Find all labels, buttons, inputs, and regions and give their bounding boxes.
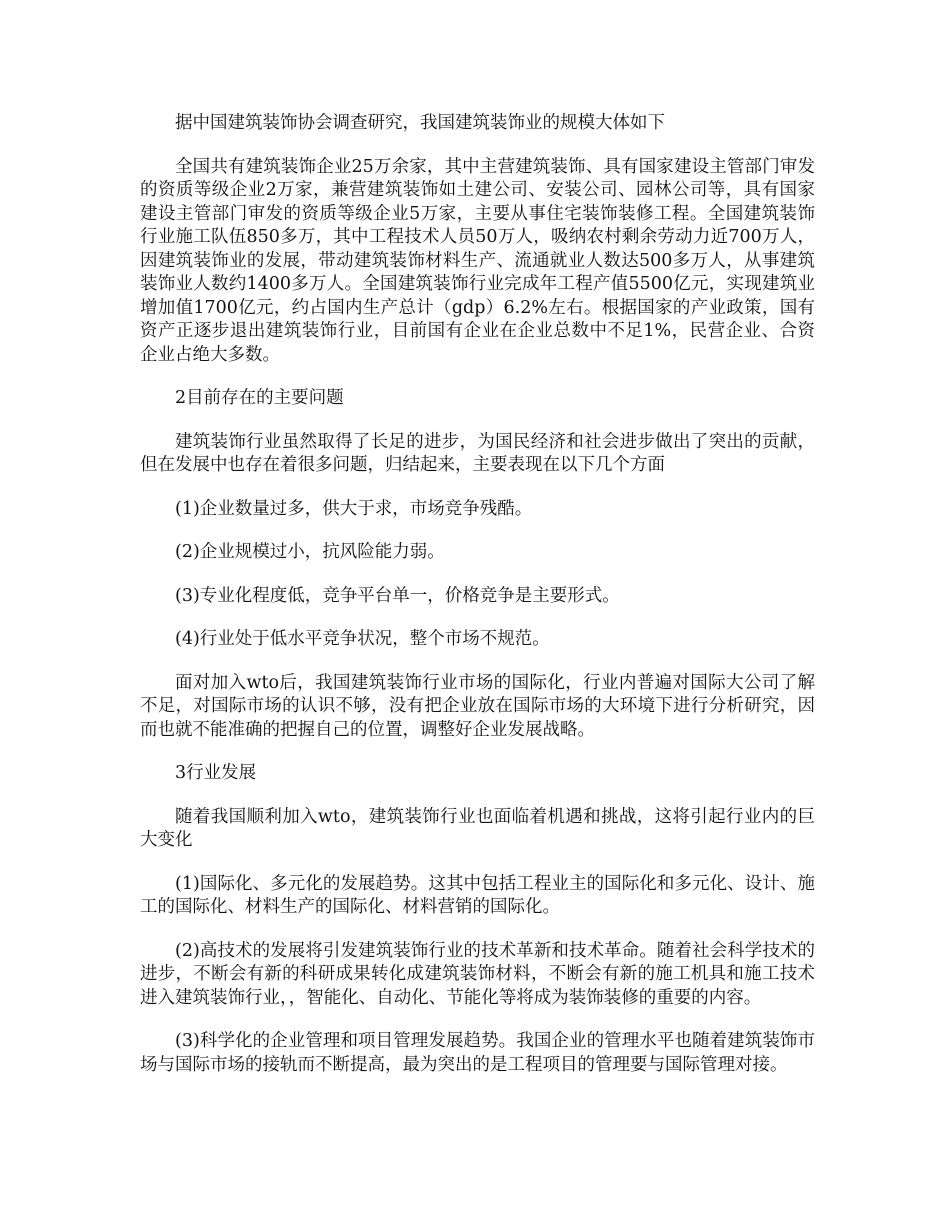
problem-item-3: (3)专业化程度低，竞争平台单一，价格竞争是主要形式。 (175, 585, 620, 606)
intro-paragraph: 据中国建筑装饰协会调查研究，我国建筑装饰业的规模大体如下 (175, 113, 665, 133)
development-item-1: (1)国际化、多元化的发展趋势。这其中包括工程业主的国际化和多元化、设计、施工的国际化、材料生产的国际化、材料营销的国际化。 (140, 873, 815, 917)
section-heading-development: 3行业发展 (175, 763, 257, 783)
problem-item-1: (1)企业数量过多，供大于求，市场竞争残酷。 (175, 498, 533, 519)
industry-scale-paragraph: 全国共有建筑装饰企业25万余家，其中主营建筑装饰、具有国家建设主管部门审发的资质等级企业2万家，兼营建筑装饰如土建公司、安装公司、园林公司等，具有国家建设主管部门审发的资质等级企业5万家，主要从事住宅装饰装修工程。全国建筑装饰行业施工队伍850多万，其中工程技术人员50万人，吸纳农村剩余劳动力近700万人，因建筑装饰业的发展，带动建筑装饰材料生产、流通就业人数达500多万人，从事建筑装饰业人数约1400多万人。全国建筑装饰行业完成年工程产值5500亿元，实现建筑业增加值1700亿元，约占国内生产总计（gdp）6.2%左右。根据国家的产业政策，国有资产正逐步退出建筑装饰行业，目前国有企业在企业总数中不足1%，民营企业、合资企业占绝大多数。 (140, 156, 815, 365)
section-heading-problems: 2目前存在的主要问题 (175, 388, 344, 408)
problem-item-4: (4)行业处于低水平竞争状况，整个市场不规范。 (175, 629, 550, 649)
wto-paragraph: 面对加入wto后，我国建筑装饰行业市场的国际化，行业内普遍对国际大公司了解不足，对国际市场的认识不够，没有把企业放在国际市场的大环境下进行分析研究，因而也就不能准确的把握自己的位置，调整好企业发展战略。 (140, 672, 815, 740)
problems-intro-paragraph: 建筑装饰行业虽然取得了长足的进步，为国民经济和社会进步做出了突出的贡献，但在发展中也存在着很多问题，归结起来，主要表现在以下几个方面 (140, 431, 815, 475)
problem-item-2: (2)企业规模过小，抗风险能力弱。 (175, 542, 445, 562)
development-item-3: (3)科学化的企业管理和项目管理发展趋势。我国企业的管理水平也随着建筑装饰市场与国际市场的接轨而不断提高，最为突出的是工程项目的管理要与国际管理对接。 (140, 1031, 815, 1075)
development-item-2: (2)高技术的发展将引发建筑装饰行业的技术革新和技术革命。随着社会科学技术的进步，不断会有新的科研成果转化成建筑装饰材料，不断会有新的施工机具和施工技术进入建筑装饰行业，，智能化、自动化、节能化等将成为装饰装修的重要的内容。 (140, 940, 815, 1008)
development-intro-paragraph: 随着我国顺利加入wto，建筑装饰行业也面临着机遇和挑战，这将引起行业内的巨大变化 (140, 806, 815, 850)
document-body (140, 112, 815, 1097)
